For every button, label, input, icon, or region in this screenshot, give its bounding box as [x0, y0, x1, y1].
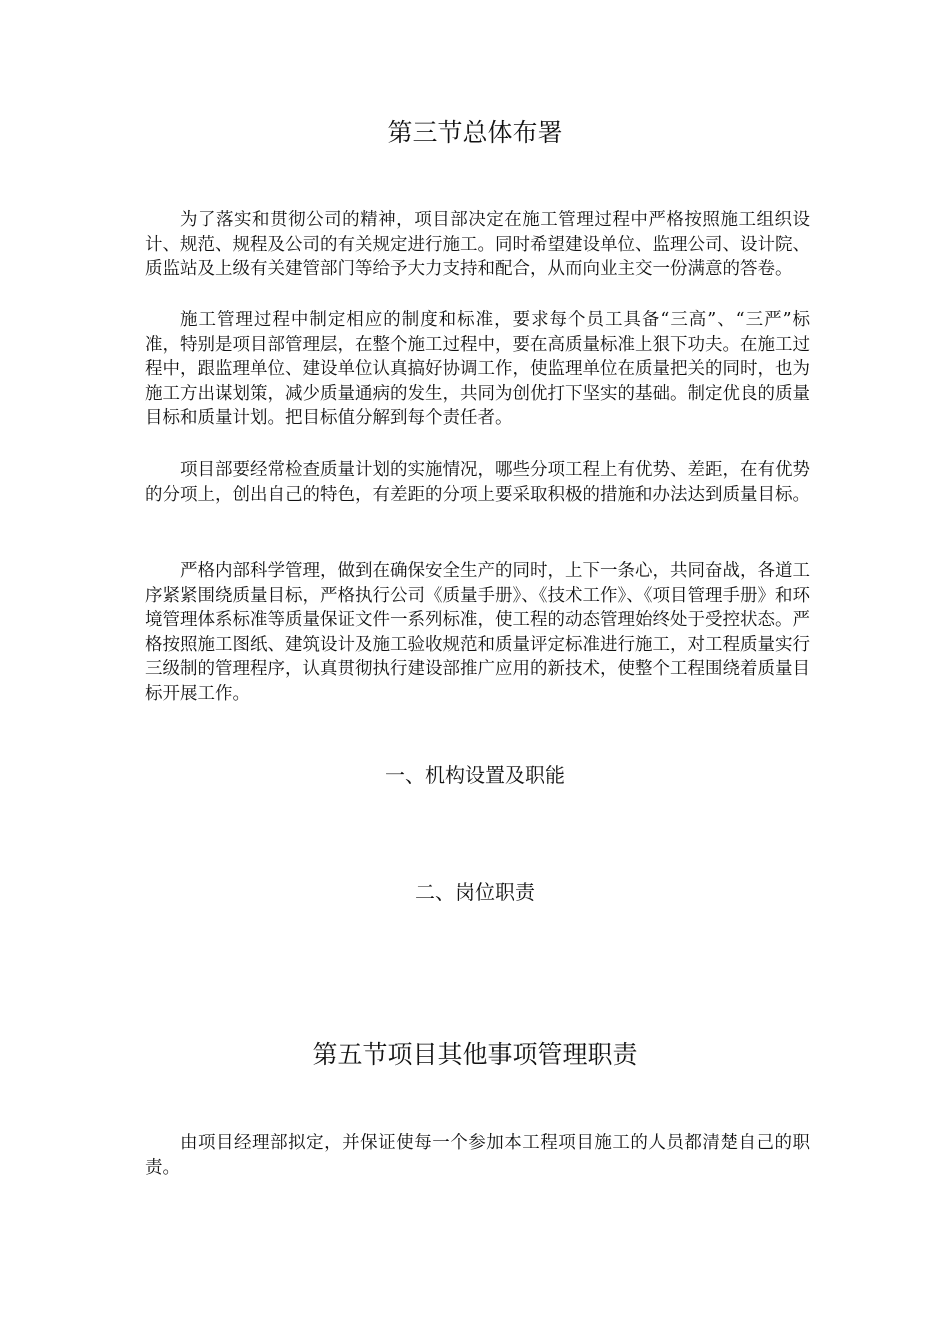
subheading-organization: 一、机构设置及职能: [385, 763, 565, 787]
section-3-paragraph-1: 为了落实和贯彻公司的精神，项目部决定在施工管理过程中严格按照施工组织设计、规范、规程及公司的有关规定进行施工。同时希望建设单位、监理公司、设计院、质监站及上级有关建管部门等给予大力支持和配合，从而向业主交一份满意的答卷。: [145, 210, 810, 280]
section-5-paragraph-1: 由项目经理部拟定，并保证使每一个参加本工程项目施工的人员都清楚自己的职责。: [145, 1133, 810, 1178]
section-5-title: 第五节项目其他事项管理职责: [312, 1040, 638, 1069]
section-3-paragraph-2: 施工管理过程中制定相应的制度和标准，要求每个员工具备“三高”、“三严”标准，特别是项目部管理层，在整个施工过程中，要在高质量标准上狠下功夫。在施工过程中，跟监理单位、建设单位认真搞好协调工作，使监理单位在质量把关的同时，也为施工方出谋划策，减少质量通病的发生，共同为创优打下坚实的基础。制定优良的质量目标和质量计划。把目标值分解到每个责任者。: [145, 310, 810, 429]
section-3-title: 第三节总体布署: [387, 118, 563, 147]
section-3-paragraph-4: 严格内部科学管理，做到在确保安全生产的同时，上下一条心，共同奋战，各道工序紧紧围绕质量目标，严格执行公司《质量手册》、《技术工作》、《项目管理手册》和环境管理体系标准等质量保证文件一系列标准，使工程的动态管理始终处于受控状态。严格按照施工图纸、建筑设计及施工验收规范和质量评定标准进行施工，对工程质量实行三级制的管理程序，认真贯彻执行建设部推广应用的新技术，使整个工程围绕着质量目标开展工作。: [145, 561, 810, 704]
section-3-paragraph-3: 项目部要经常检查质量计划的实施情况，哪些分项工程上有优势、差距，在有优势的分项上，创出自己的特色，有差距的分项上要采取积极的措施和办法达到质量目标。: [145, 460, 810, 505]
subheading-responsibilities: 二、岗位职责: [415, 880, 535, 904]
